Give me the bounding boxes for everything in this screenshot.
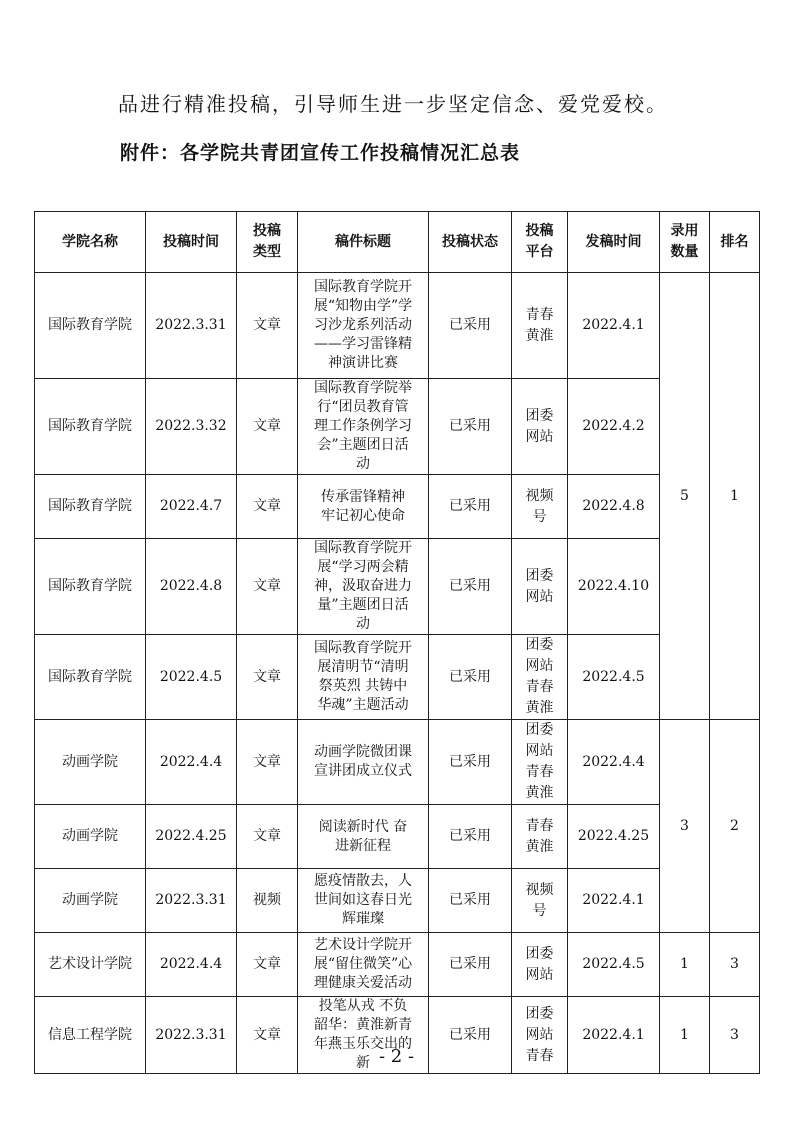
title-cell: 阅读新时代 奋进新征程 — [298, 805, 429, 869]
publish-date-cell: 2022.4.5 — [568, 635, 660, 720]
submit-date-cell: 2022.3.31 — [146, 869, 237, 933]
header-title: 稿件标题 — [298, 212, 429, 273]
type-cell: 文章 — [237, 997, 298, 1074]
status-cell: 已采用 — [429, 805, 512, 869]
type-cell: 文章 — [237, 720, 298, 805]
platform-cell: 团委网站青春 — [512, 997, 568, 1074]
header-status: 投稿状态 — [429, 212, 512, 273]
publish-date-cell: 2022.4.2 — [568, 379, 660, 475]
status-cell: 已采用 — [429, 997, 512, 1074]
title-cell: 国际教育学院开展“学习两会精神，汲取奋进力量”主题团日活动 — [298, 539, 429, 635]
platform-cell: 青春黄淮 — [512, 805, 568, 869]
platform-cell: 青春黄淮 — [512, 273, 568, 379]
table-row — [35, 805, 760, 869]
count-cell: 1 — [660, 997, 710, 1074]
status-cell: 已采用 — [429, 539, 512, 635]
type-cell: 文章 — [237, 379, 298, 475]
publish-date-cell: 2022.4.1 — [568, 273, 660, 379]
intro-paragraph: 品进行精准投稿，引导师生进一步坚定信念、爱党爱校。 — [118, 92, 668, 116]
submit-date-cell: 2022.4.4 — [146, 933, 237, 997]
status-cell: 已采用 — [429, 720, 512, 805]
rank-cell: 1 — [710, 273, 760, 720]
submit-date-cell: 2022.4.4 — [146, 720, 237, 805]
header-type: 投稿类型 — [237, 212, 298, 273]
rank-cell: 2 — [710, 720, 760, 933]
table-row — [35, 273, 760, 379]
college-cell: 国际教育学院 — [35, 475, 146, 539]
platform-cell: 团委网站青春黄淮 — [512, 720, 568, 805]
publish-date-cell: 2022.4.8 — [568, 475, 660, 539]
rank-cell: 3 — [710, 933, 760, 997]
type-cell: 文章 — [237, 539, 298, 635]
title-cell: 艺术设计学院开展“留住微笑”心理健康关爱活动 — [298, 933, 429, 997]
platform-cell: 团委网站 — [512, 539, 568, 635]
table-row — [35, 475, 760, 539]
title-cell: 投笔从戎 不负韶华：黄淮新青年燕玉乐交出的新 — [298, 997, 429, 1074]
status-cell: 已采用 — [429, 273, 512, 379]
submit-date-cell: 2022.4.25 — [146, 805, 237, 869]
title-cell: 动画学院微团课宣讲团成立仪式 — [298, 720, 429, 805]
submit-date-cell: 2022.3.31 — [146, 273, 237, 379]
platform-cell: 团委网站 — [512, 933, 568, 997]
title-cell: 愿疫情散去，人世间如这春日光辉璀璨 — [298, 869, 429, 933]
college-cell: 动画学院 — [35, 720, 146, 805]
college-cell: 国际教育学院 — [35, 273, 146, 379]
submission-summary-table — [34, 211, 760, 1074]
table-header-row — [35, 212, 760, 273]
college-cell: 国际教育学院 — [35, 539, 146, 635]
platform-cell: 视频号 — [512, 475, 568, 539]
type-cell: 文章 — [237, 273, 298, 379]
submit-date-cell: 2022.3.31 — [146, 997, 237, 1074]
college-cell: 艺术设计学院 — [35, 933, 146, 997]
title-cell: 传承雷锋精神 牢记初心使命 — [298, 475, 429, 539]
college-cell: 动画学院 — [35, 869, 146, 933]
title-cell: 国际教育学院举行“团员教育管理工作条例学习会”主题团日活动 — [298, 379, 429, 475]
header-rank: 排名 — [710, 212, 760, 273]
college-cell: 动画学院 — [35, 805, 146, 869]
header-submit-date: 投稿时间 — [146, 212, 237, 273]
header-count: 录用数量 — [660, 212, 710, 273]
college-cell: 信息工程学院 — [35, 997, 146, 1074]
status-cell: 已采用 — [429, 635, 512, 720]
publish-date-cell: 2022.4.5 — [568, 933, 660, 997]
status-cell: 已采用 — [429, 933, 512, 997]
publish-date-cell: 2022.4.1 — [568, 869, 660, 933]
publish-date-cell: 2022.4.25 — [568, 805, 660, 869]
page-number: - 2 - — [378, 1046, 415, 1067]
type-cell: 文章 — [237, 805, 298, 869]
table-row — [35, 869, 760, 933]
college-cell: 国际教育学院 — [35, 635, 146, 720]
publish-date-cell: 2022.4.4 — [568, 720, 660, 805]
platform-cell: 团委网站 — [512, 379, 568, 475]
type-cell: 文章 — [237, 475, 298, 539]
status-cell: 已采用 — [429, 379, 512, 475]
title-cell: 国际教育学院开展清明节“清明祭英烈 共铸中华魂”主题活动 — [298, 635, 429, 720]
status-cell: 已采用 — [429, 869, 512, 933]
count-cell: 1 — [660, 933, 710, 997]
type-cell: 文章 — [237, 635, 298, 720]
table-row — [35, 379, 760, 475]
count-cell: 3 — [660, 720, 710, 933]
attachment-title: 附件：各学院共青团宣传工作投稿情况汇总表 — [120, 142, 521, 164]
type-cell: 视频 — [237, 869, 298, 933]
submit-date-cell: 2022.3.32 — [146, 379, 237, 475]
submit-date-cell: 2022.4.7 — [146, 475, 237, 539]
publish-date-cell: 2022.4.10 — [568, 539, 660, 635]
platform-cell: 团委网站青春黄淮 — [512, 635, 568, 720]
submit-date-cell: 2022.4.5 — [146, 635, 237, 720]
status-cell: 已采用 — [429, 475, 512, 539]
rank-cell: 3 — [710, 997, 760, 1074]
header-publish-date: 发稿时间 — [568, 212, 660, 273]
header-college: 学院名称 — [35, 212, 146, 273]
type-cell: 文章 — [237, 933, 298, 997]
college-cell: 国际教育学院 — [35, 379, 146, 475]
publish-date-cell: 2022.4.1 — [568, 997, 660, 1074]
count-cell: 5 — [660, 273, 710, 720]
title-cell: 国际教育学院开展“知物由学”学习沙龙系列活动——学习雷锋精神演讲比赛 — [298, 273, 429, 379]
platform-cell: 视频号 — [512, 869, 568, 933]
header-platform: 投稿平台 — [512, 212, 568, 273]
table-row — [35, 933, 760, 997]
submit-date-cell: 2022.4.8 — [146, 539, 237, 635]
table-row — [35, 635, 760, 720]
table-row — [35, 539, 760, 635]
table-row — [35, 720, 760, 805]
